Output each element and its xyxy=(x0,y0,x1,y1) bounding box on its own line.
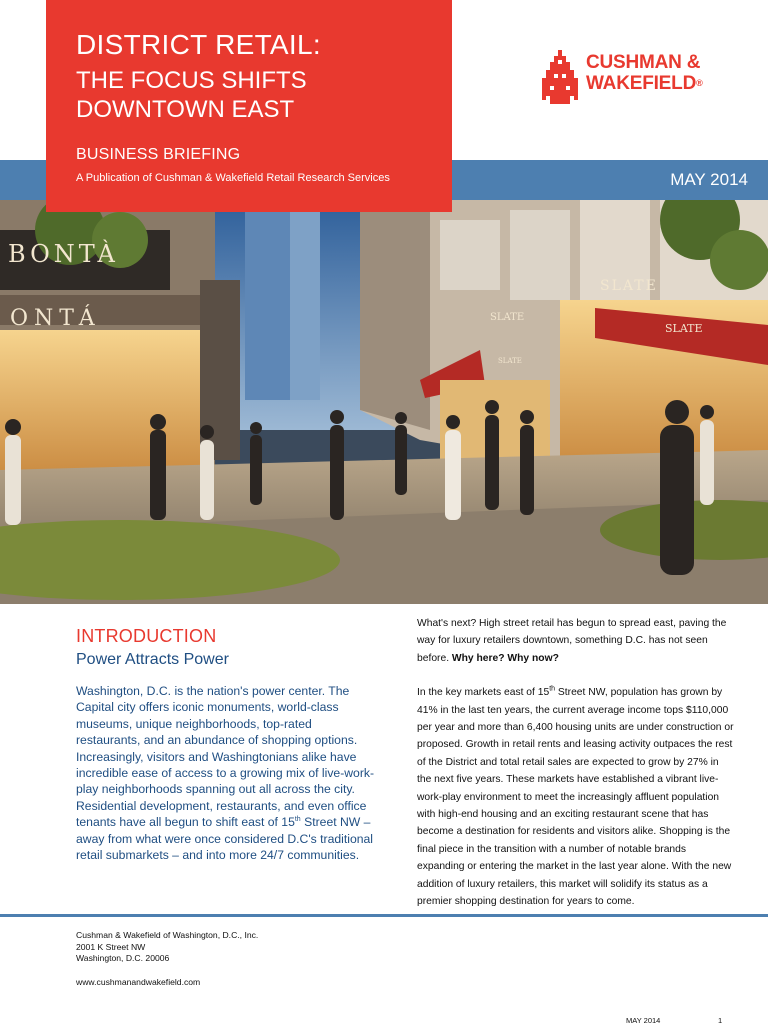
sign-slate-4: SLATE xyxy=(665,322,703,335)
sign-slate-1: SLATE xyxy=(600,278,658,294)
paragraph-key-markets xyxy=(417,684,735,910)
introduction-column xyxy=(76,626,376,863)
right-column xyxy=(417,615,735,911)
logo-wordmark xyxy=(586,52,703,94)
business-briefing-label: BUSINESS BRIEFING xyxy=(76,146,241,163)
footer-website-link[interactable]: www.cushmanandwakefield.com xyxy=(76,977,201,987)
page-number: 1 xyxy=(718,1016,723,1025)
logo-registered: ® xyxy=(696,78,703,88)
document-title: DISTRICT RETAIL: xyxy=(76,29,321,60)
document-subtitle-line2: DOWNTOWN EAST xyxy=(76,96,295,123)
streetscape-photo xyxy=(0,200,768,604)
why-here-emphasis: Why here? Why now? xyxy=(451,652,559,664)
header-date: MAY 2014 xyxy=(670,170,748,189)
intro-text-part2: Street NW – away from what were once considered D.C's traditional retail submarkets – and into more 24/7 communities. xyxy=(76,815,373,863)
footer-divider xyxy=(0,914,768,917)
whats-next-text: What's next? High street retail has begun to spread east, paving the way for luxury retailers downtown, something D.C. has not seen before. xyxy=(417,618,727,664)
introduction-subheading: Power Attracts Power xyxy=(76,651,229,668)
footer-city: Washington, D.C. 20006 xyxy=(76,953,170,964)
paragraph-whats-next xyxy=(417,615,735,667)
introduction-heading: INTRODUCTION xyxy=(76,626,217,646)
sign-onta: ONTÁ xyxy=(10,306,101,331)
title-block xyxy=(46,0,452,212)
intro-text-part1: Washington, D.C. is the nation's power center. The Capital city offers iconic monuments, world-class museums, unique neighborhoods, top-rated restaurants, and an abundance of shopping options. Increasingly, visitors and Washingtonians alike have incredible ease of access to a growing mix of live-work-play neighborhoods spanning out all across the city. Residential development, restaurants, and even office tenants have all begun to shift east of 15 xyxy=(76,684,375,830)
sign-slate-2: SLATE xyxy=(490,312,525,323)
footer-company: Cushman & Wakefield of Washington, D.C., Inc. xyxy=(76,930,259,940)
introduction-paragraph xyxy=(76,683,376,863)
key-markets-superscript: th xyxy=(549,685,556,693)
sign-slate-3: SLATE xyxy=(498,357,522,365)
publication-note: A Publication of Cushman & Wakefield Retail Research Services xyxy=(76,172,390,184)
cushman-wakefield-building-icon xyxy=(540,50,580,104)
key-markets-text-part1: In the key markets east of 15 xyxy=(417,687,550,699)
cushman-wakefield-logo xyxy=(540,50,740,106)
document-subtitle-line1: THE FOCUS SHIFTS xyxy=(76,67,307,94)
sign-bonta: BONTÀ xyxy=(8,240,119,268)
logo-line2: WAKEFIELD xyxy=(586,73,697,94)
intro-superscript: th xyxy=(294,816,301,824)
key-markets-text-part2: Street NW, population has grown by 41% in the last ten years, the current average income tops $110,000 per year and more than 6,400 housing units are under construction or proposed. Growth in retail rents and leasing activity outpaces the rest of the District and total retail sales are expected to grow by 27% in the next five years. These markets have established a vibrant live-work-play environment to meet the increasingly affluent population with high-end housing and an exciting restaurant scene that has become a destination for residents and visitors alike. Shopping is the final piece in the transition with a number of notable brands expanding or entering the market in the last year alone. With the new addition of luxury retailers, this market will solidify its status as a premier shopping destination for years to come. xyxy=(417,687,734,908)
footer-date: MAY 2014 xyxy=(626,1016,661,1025)
footer-street: 2001 K Street NW xyxy=(76,941,146,952)
footer-address xyxy=(76,930,258,965)
logo-line1: CUSHMAN & xyxy=(586,52,701,73)
